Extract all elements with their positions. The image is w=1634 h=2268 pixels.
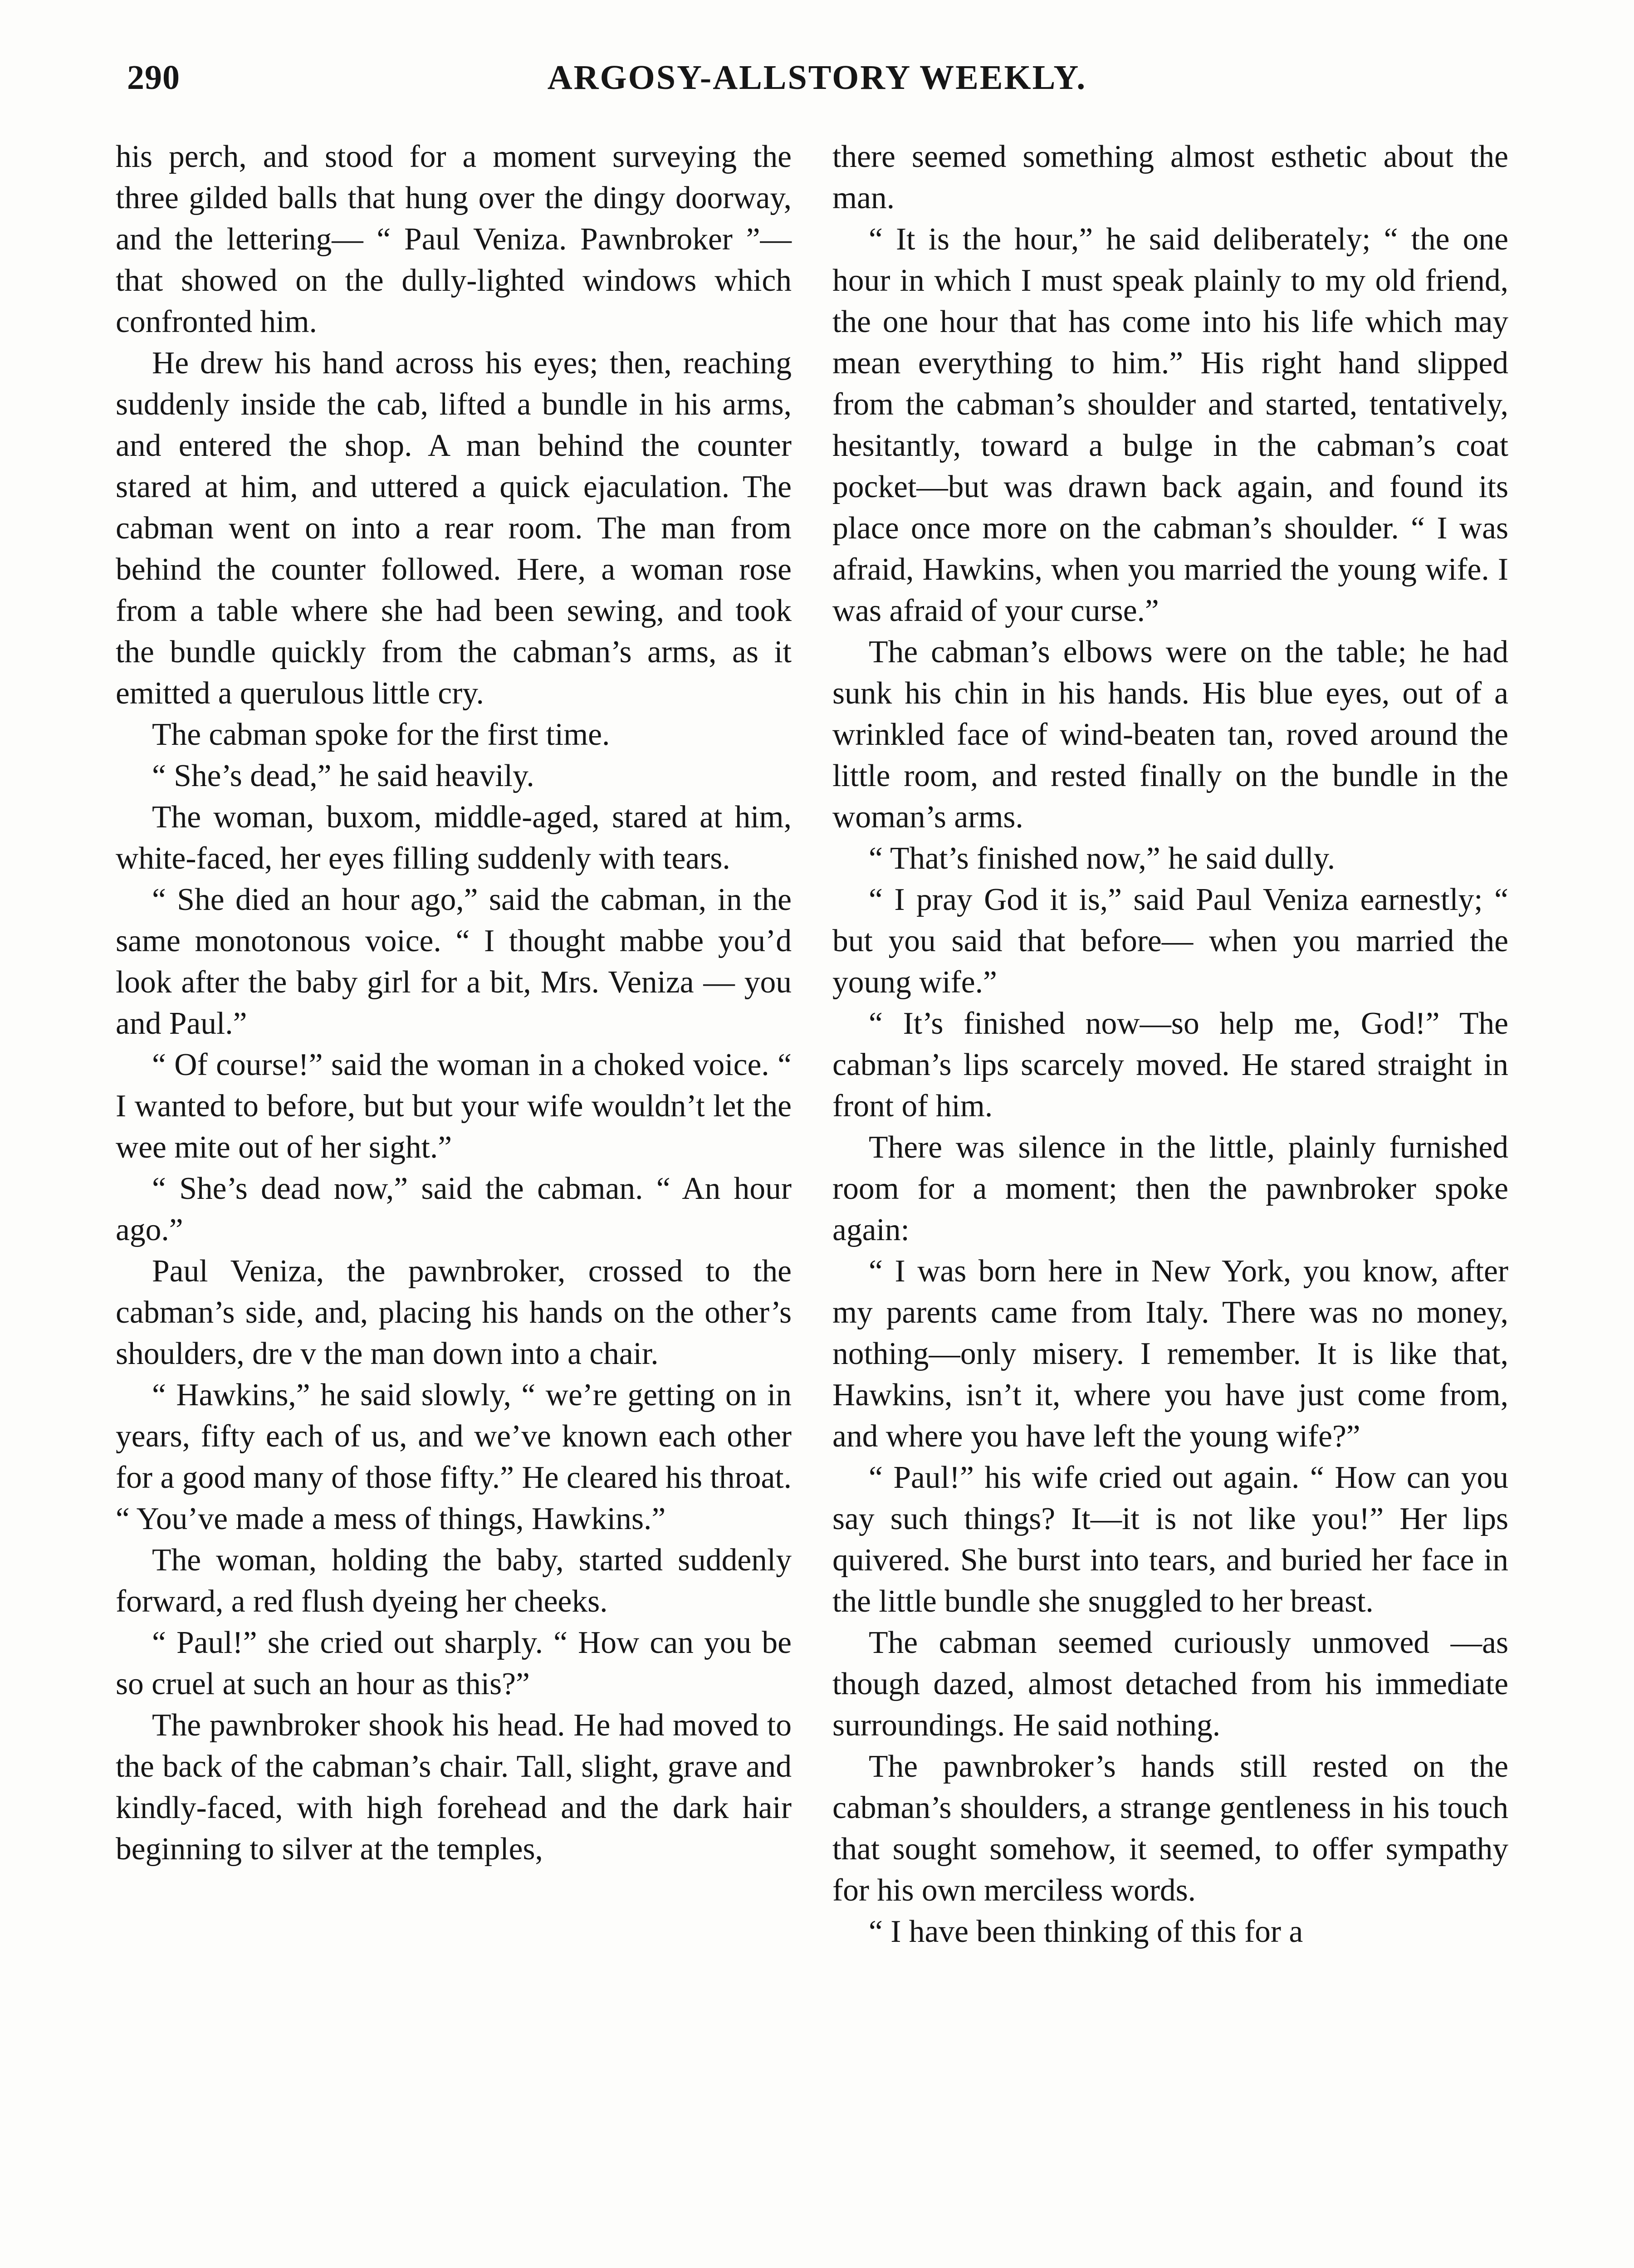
- paragraph: “ Hawkins,” he said slowly, “ we’re getting on in years, fifty each of us, and we’ve known each other for a good many of those fifty.” He cleared his throat. “ You’ve made a mess of things, Hawkins.”: [116, 1378, 792, 1536]
- paragraph: The pawnbroker’s hands still rested on the cabman’s shoulders, a strange gentleness in his touch that sought somehow, it seemed, to offer sympathy for his own merciless words.: [832, 1749, 1508, 1908]
- paragraph: “ It is the hour,” he said deliberately; “ the one hour in which I must speak plainly to my old friend, the one hour that has come into his life which may mean everything to him.” His right hand slipped from the cabman’s shoulder and started, tentatively, hesitantly, toward a bulge in the cabman’s coat pocket—but was drawn back again, and found its place once more on the cabman’s shoulder. “ I was afraid, Hawkins, when you married the young wife. I was afraid of your curse.”: [832, 222, 1508, 628]
- paragraph: “ I have been thinking of this for a: [869, 1914, 1303, 1949]
- paragraph: “ Paul!” she cried out sharply. “ How can you be so cruel at such an hour as this?”: [116, 1625, 792, 1701]
- paragraph: “ I was born here in New York, you know, after my parents came from Italy. There was no money, nothing—only misery. I remember. It is like that, Hawkins, isn’t it, where you have just come from, and where you have left the young wife?”: [832, 1254, 1508, 1454]
- paragraph: “ Of course!” said the woman in a choked voice. “ I wanted to before, but but your wife wouldn’t let the wee mite out of her sight.”: [116, 1047, 792, 1165]
- paragraph: “ She died an hour ago,” said the cabman, in the same monotonous voice. “ I thought mabbe you’d look after the baby girl for a bit, Mrs. Veniza — you and Paul.”: [116, 882, 792, 1041]
- paragraph: He drew his hand across his eyes; then, reaching suddenly inside the cab, lifted a bundle in his arms, and entered the shop. A man behind the counter stared at him, and uttered a quick ejaculation. The cabman went on into a rear room. The man from behind the counter followed. Here, a woman rose from a table where she had been sewing, and took the bundle quickly from the cabman’s arms, as it emitted a querulous little cry.: [116, 346, 792, 711]
- paragraph: The woman, buxom, middle-aged, stared at him, white-faced, her eyes filling suddenly with tears.: [116, 800, 792, 876]
- paragraph: The cabman seemed curiously unmoved —as though dazed, almost detached from his immediate surroundings. He said nothing.: [832, 1625, 1508, 1743]
- paragraph: “ She’s dead now,” said the cabman. “ An hour ago.”: [116, 1171, 792, 1247]
- paragraph: “ I pray God it is,” said Paul Veniza earnestly; “ but you said that before— when you married the young wife.”: [832, 882, 1508, 1000]
- page-header: [113, 58, 1521, 108]
- paragraph: “ Paul!” his wife cried out again. “ How can you say such things? It—it is not like you!” Her lips quivered. She burst into tears, and buried her face in the little bundle she snuggled to her breast.: [832, 1460, 1508, 1619]
- left-column: [116, 136, 792, 1870]
- page-number: 290: [127, 59, 180, 97]
- paragraph: “ That’s finished now,” he said dully.: [869, 841, 1336, 876]
- paragraph: “ It’s finished now—so help me, God!” The cabman’s lips scarcely moved. He stared straight in front of him.: [832, 1006, 1508, 1124]
- paragraph: “ She’s dead,” he said heavily.: [152, 758, 534, 793]
- paragraph: The cabman spoke for the first time.: [152, 717, 610, 752]
- paragraph: The woman, holding the baby, started suddenly forward, a red flush dyeing her cheeks.: [116, 1543, 792, 1619]
- paragraph: Paul Veniza, the pawnbroker, crossed to the cabman’s side, and, placing his hands on the other’s shoulders, dre v the man down into a chair.: [116, 1254, 792, 1371]
- paragraph: The pawnbroker shook his head. He had moved to the back of the cabman’s chair. Tall, slight, grave and kindly-faced, with high forehead and the dark hair beginning to silver at the temples,: [116, 1708, 792, 1867]
- right-column: [832, 136, 1508, 1952]
- paragraph: his perch, and stood for a moment surveying the three gilded balls that hung over the dingy doorway, and the lettering— “ Paul Veniza. Pawnbroker ”—that showed on the dully-lighted windows which confronted him.: [116, 139, 792, 339]
- paragraph: The cabman’s elbows were on the table; he had sunk his chin in his hands. His blue eyes, out of a wrinkled face of wind-beaten tan, roved around the little room, and rested finally on the bundle in the woman’s arms.: [832, 635, 1508, 835]
- paragraph: there seemed something almost esthetic about the man.: [832, 139, 1508, 215]
- paragraph: There was silence in the little, plainly furnished room for a moment; then the pawnbroker spoke again:: [832, 1130, 1508, 1247]
- running-title: ARGOSY-ALLSTORY WEEKLY.: [547, 59, 1087, 97]
